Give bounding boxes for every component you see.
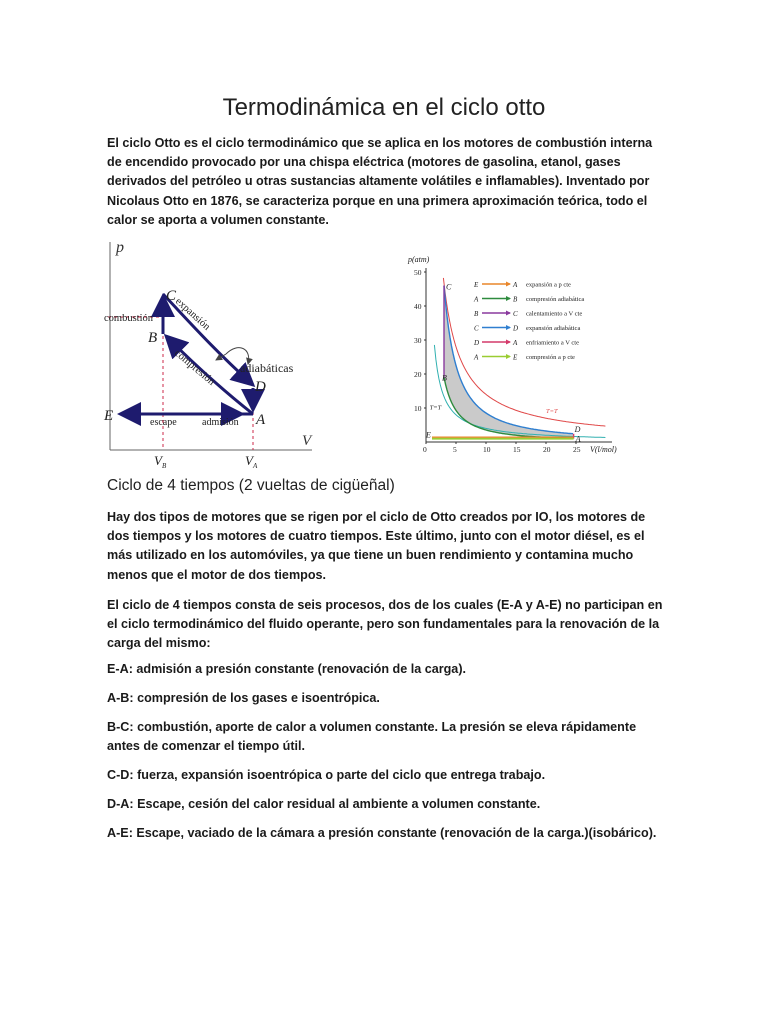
point-c: C [166,288,177,304]
point-b: B [148,330,158,346]
legend-label: enfriamiento a V cte [526,339,580,347]
legend-arrow [506,354,511,359]
legend-to: D [513,324,519,333]
point-e: E [104,408,114,424]
x-tick-label: 5 [453,445,457,454]
isotherm-label: T=T [429,404,442,412]
legend-label: compresión a p cte [526,354,575,361]
intro-paragraph: El ciclo Otto es el ciclo termodinámico que se aplica en los motores de combustión interna de encendido provocado por una chispa eléctrica (motores de gasolina, etanol, gases derivados del petróleo u otras sustancias altamente volátiles e inflamables). Inventado por Nicolaus Otto en 1876, se caracteriza porque en una primera aproximación teórica, todo el calor se aporta a volumen constante. [107,136,653,227]
legend-from: E [474,281,479,289]
y-tick-label: 50 [414,268,422,277]
legend-arrow [506,325,511,330]
legend-from: D [474,339,480,347]
step-item: A-E: Escape, vaciado de la cámara a presión constante (renovación de la carga.)(isobárico). [107,826,657,840]
page-title: Termodinámica en el ciclo otto [222,94,546,121]
point-label: E [426,430,431,440]
legend-from: C [474,324,479,333]
paragraph-six-processes: El ciclo de 4 tiempos consta de seis procesos, dos de los cuales (E-A y A-E) no participan en el ciclo termodinámico del fluido operante, pero son fundamentales para la renovación de la carga del mismo: [107,598,663,651]
y-tick-label: 10 [414,404,422,413]
x-tick-label: 10 [483,445,491,454]
x-tick-label: 25 [573,445,581,454]
legend-label: expansión adiabática [526,325,581,332]
legend-label: compresión adiabática [526,296,585,303]
step-item: E-A: admisión a presión constante (renovación de la carga). [107,662,467,676]
legend-from: B [474,310,479,318]
legend-arrow [506,340,511,345]
legend-from: A [474,353,479,362]
legend-from: A [474,295,479,304]
step-item: B-C: combustión, aporte de calor a volumen constante. La presión se eleva rápidamente antes de comenzar el tiempo útil. [107,720,637,754]
legend-to: A [513,281,518,289]
point-label: B [442,373,447,383]
legend-label: expansión a p cte [526,281,571,289]
otto-pv-chart [402,252,618,460]
y-tick-label: 20 [414,370,422,379]
point-a: A [256,412,266,428]
vb-label: $V_B$ [154,453,167,470]
v-axis-label: V [302,433,312,449]
escape-label: escape [150,417,177,428]
section-title: Ciclo de 4 tiempos (2 vueltas de cigüeñal) [107,477,395,494]
paragraph-engine-types: Hay dos tipos de motores que se rigen por el ciclo de Otto creados por IO, los motores de dos tiempos y los motores de cuatro tiempos. Este último, junto con el motor diésel, es el más utilizado en los automóviles, ya que tiene un buen rendimiento y contamina mucho menos que el motor de dos tiempos. [107,510,646,582]
x-axis-label: V(l/mol) [590,445,617,454]
legend-arrow [506,282,511,287]
legend-to: E [513,353,518,362]
point-d: D [255,379,266,395]
va-label: $V_A$ [245,453,258,470]
x-tick-label: 0 [423,445,427,454]
step-item: A-B: compresión de los gases e isoentrópica. [107,691,380,705]
step-item: C-D: fuerza, expansión isoentrópica o parte del ciclo que entrega trabajo. [107,768,546,782]
compression-label: compresión [172,347,217,388]
legend-to: B [513,295,518,304]
legend-arrow [506,311,511,316]
combustion-label: combustión [104,313,153,324]
otto-pv-diagram [102,238,328,470]
step-item: D-A: Escape, cesión del calor residual al ambiente a volumen constante. [107,797,541,811]
legend-to: C [513,310,518,318]
point-label: D [574,424,581,434]
legend-arrow [506,296,511,301]
isotherm-label: T=T [546,408,558,416]
legend-label: calentamiento a V cte [526,310,583,318]
legend-to: A [513,339,518,347]
point-label: A [575,434,581,444]
x-tick-label: 20 [543,445,551,454]
cycle-area [444,286,574,439]
y-tick-label: 30 [414,336,422,345]
x-tick-label: 15 [513,445,521,454]
expansion-label: expansión [172,296,212,333]
y-axis-label: p(atm) [408,255,430,264]
admission-label: admisión [202,417,239,428]
p-axis-label: p [116,239,124,256]
y-tick-label: 40 [414,302,422,311]
point-label: C [446,282,452,292]
adiabatic-label: adiabáticas [240,361,294,375]
